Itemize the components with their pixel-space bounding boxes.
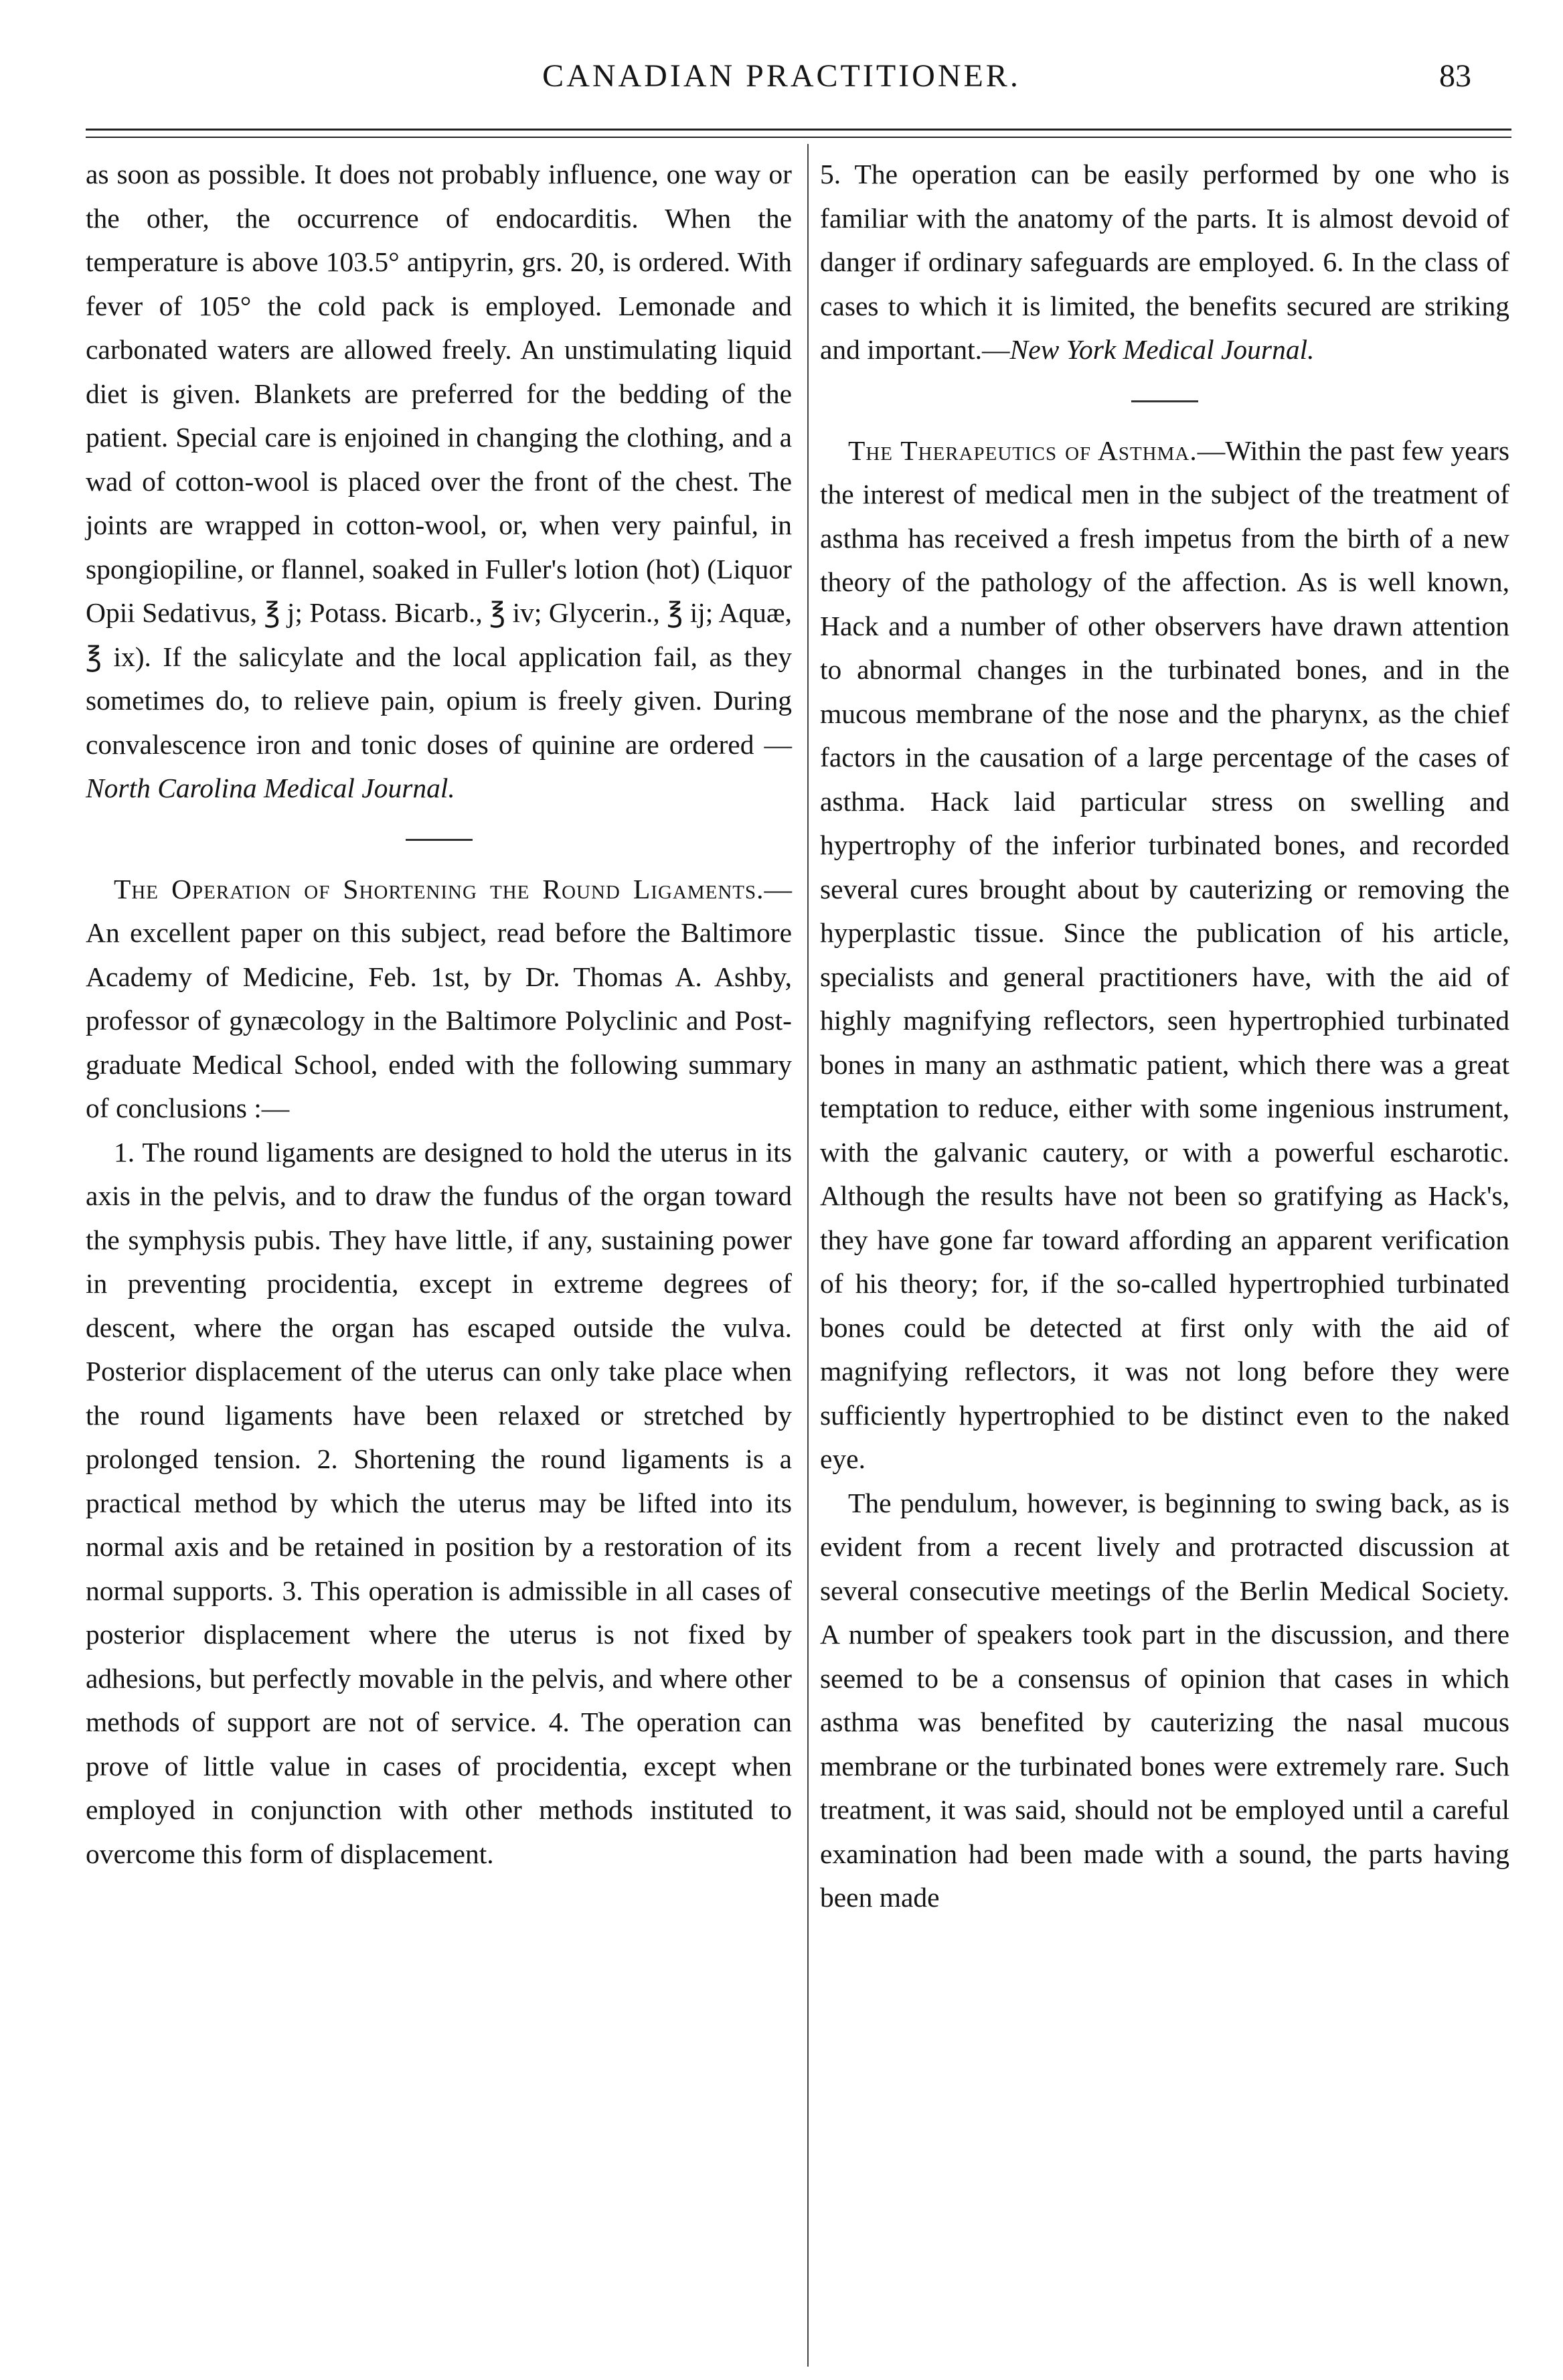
paragraph-text: 5. The operation can be easily performed by one who is familiar with the anatomy of the parts. It is almost devoid of danger if ordinary safeguards are employed. 6. In the class of cases to which it is limited, the benefits secured are striking and important.— [820, 159, 1509, 365]
header-rule-top [86, 129, 1511, 131]
page-number: 83 [1439, 58, 1471, 94]
paragraph-conclusions-continued [820, 153, 1509, 372]
column-divider [807, 144, 809, 2367]
paragraph-text: as soon as possible. It does not probably influence, one way or the other, the occurrence of endocarditis. When the temperature is above 103.5° antipyrin, grs. 20, is ordered. With fever of 105° the cold pack is employed. Lemonade and carbonated waters are allowed freely. An unstimulating liquid diet is given. Blankets are preferred for the bedding of the patient. Special care is enjoined in changing the clothing, and a wad of cotton-wool is placed over the front of the chest. The joints are wrapped in cotton-wool, or, when very painful, in spongiopiline, or flannel, soaked in Fuller's lotion (hot) (Liquor Opii Sedativus, ℥ j; Potass. Bicarb., ℥ iv; Glycerin., ℥ ij; Aquæ, ℥ ix). If the salicylate and the local application fail, as they sometimes do, to relieve pain, opium is freely given. During convalescence iron and tonic doses of quinine are ordered — [86, 159, 792, 760]
paragraph-conclusions [86, 1131, 792, 1877]
source-citation: North Carolina Medical Journal. [86, 773, 455, 803]
paragraph-text: —Within the past few years the interest of medical men in the subject of the treatment of asthma has received a fresh impetus from the birth of a new theory of the pathology of the affection. As is well known, Hack and a number of other observers have drawn attention to abnormal changes in the turbinated bones, and in the mucous membrane of the nose and the pharynx, as the chief factors in the causation of a large percentage of the cases of asthma. Hack laid particular stress on swelling and hypertrophy of the inferior turbinated bones, and recorded several cures brought about by cauterizing or removing the hyperplastic tissue. Since the publication of his article, specialists and general practitioners have, with the aid of highly magnifying reflectors, seen hypertrophied turbinated bones in many an asthmatic patient, which there was a great temptation to reduce, either with some ingenious instrument, with the galvanic cautery, or with a powerful escharotic. Although the results have not been so gratifying as Hack's, they have gone far toward affording an apparent verification of his theory; for, if the so-called hypertrophied turbinated bones could be detected at first only with the aid of magnifying reflectors, it was not long before they were sufficiently hypertrophied to be distinct even to the naked eye. [820, 434, 1509, 1474]
article-separator [406, 839, 473, 841]
paragraph-asthma-therapeutics [820, 429, 1509, 1482]
paragraph-text: —An excellent paper on this subject, read before the Baltimore Academy of Medicine, Feb. 1st, by Dr. Thomas A. Ashby, professor of gynæcology in the Baltimore Polyclinic and Post-graduate Medical School, ended with the following summary of conclusions :— [86, 873, 792, 1123]
paragraph-round-ligaments [86, 868, 792, 1131]
paragraph-rheumatism-treatment [86, 153, 792, 811]
article-heading: The Therapeutics of Asthma. [848, 434, 1198, 466]
running-title: CANADIAN PRACTITIONER. [542, 58, 1021, 94]
source-citation: New York Medical Journal. [1009, 334, 1315, 365]
header-rule-bottom [86, 137, 1511, 138]
paragraph-text: The pendulum, however, is beginning to swing back, as is evident from a recent lively and protracted discussion at several consecutive meetings of the Berlin Medical Society. A number of speakers took part in the discussion, and there seemed to be a consensus of opinion that cases in which asthma was benefited by cauterizing the nasal mucous membrane or the turbinated bones were extremely rare. Such treatment, it was said, should not be employed until a careful examination had been made with a sound, the parts having been made [820, 1487, 1509, 1913]
article-separator [1131, 400, 1198, 402]
page-header [0, 58, 1563, 111]
article-heading: The Operation of Shortening the Round Ligaments. [114, 873, 764, 904]
paragraph-text: 1. The round ligaments are designed to hold the uterus in its axis in the pelvis, and to draw the fundus of the organ toward the symphysis pubis. They have little, if any, sustaining power in preventing procidentia, except in extreme degrees of descent, where the organ has escaped outside the vulva. Posterior displacement of the uterus can only take place when the round ligaments have been relaxed or stretched by prolonged tension. 2. Shortening the round ligaments is a practical method by which the uterus may be lifted into its normal axis and be retained in position by a restoration of its normal supports. 3. This operation is admissible in all cases of posterior displacement where the uterus is not fixed by adhesions, but perfectly movable in the pelvis, and where other methods of support are not of service. 4. The operation can prove of little value in cases of procidentia, except when employed in conjunction with other methods instituted to overcome this form of displacement. [86, 1136, 792, 1869]
paragraph-pendulum [820, 1482, 1509, 1920]
left-column [86, 153, 792, 1876]
right-column [820, 153, 1509, 1920]
